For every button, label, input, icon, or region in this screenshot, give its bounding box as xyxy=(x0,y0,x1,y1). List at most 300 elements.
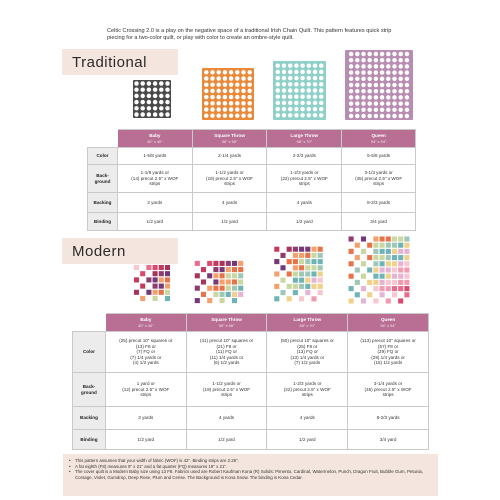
quilt-motif xyxy=(361,77,365,81)
quilt-block xyxy=(349,298,354,303)
quilt-block xyxy=(311,284,316,289)
quilt-motif xyxy=(380,52,384,56)
quilt-block xyxy=(165,277,170,282)
quilt-motif xyxy=(204,113,208,117)
quilt-motif xyxy=(216,101,220,105)
table-cell: 1/2 yard xyxy=(267,213,342,231)
quilt-motif xyxy=(313,63,317,67)
quilt-block xyxy=(146,290,151,295)
quilt-block xyxy=(293,247,298,252)
quilt-motif xyxy=(210,107,214,111)
quilt-motif xyxy=(210,95,214,99)
table-cell: 1/2 yard xyxy=(105,430,186,450)
quilt-motif xyxy=(210,89,214,93)
quilt-motif xyxy=(300,88,304,92)
quilt-motif xyxy=(367,77,371,81)
quilt-motif xyxy=(276,76,280,80)
quilt-motif xyxy=(223,101,227,105)
quilt-block xyxy=(392,274,397,279)
quilt-motif xyxy=(361,114,365,118)
quilt-motif xyxy=(282,82,286,86)
quilt-motif xyxy=(134,94,138,98)
quilt-block xyxy=(232,286,237,291)
quilt-block xyxy=(293,278,298,283)
table-cell: 2-2/3 yards xyxy=(267,148,342,165)
table-cell: 3 yards xyxy=(117,193,192,213)
quilt-motif xyxy=(355,95,359,99)
quilt-motif xyxy=(276,82,280,86)
quilt-motif xyxy=(355,52,359,56)
quilt-motif xyxy=(380,89,384,93)
table-cell: (113) precut 10" squares or (57) F8 or (29) FQ or (29) 1/4 yards or (15) 1/2 yards xyxy=(348,332,429,373)
quilt-motif xyxy=(392,108,396,112)
quilt-motif xyxy=(288,70,292,74)
table-cell: (41) precut 10" squares or (21) F8 or (11) FQ or (11) 1/4 yards or (6) 1/2 yards xyxy=(186,332,267,373)
quilt-block xyxy=(280,265,285,270)
quilt-motif xyxy=(159,100,163,104)
quilt-block xyxy=(238,279,243,284)
quilt-motif xyxy=(147,106,151,110)
quilt-motif xyxy=(247,95,251,99)
quilt-motif xyxy=(223,82,227,86)
quilt-motif xyxy=(374,89,378,93)
quilt-motif xyxy=(367,101,371,105)
quilt-motif xyxy=(398,52,402,56)
quilt-motif xyxy=(229,76,233,80)
quilt-modern-queen xyxy=(345,235,413,305)
quilt-motif xyxy=(241,107,245,111)
quilt-motif xyxy=(140,106,144,110)
quilt-block xyxy=(220,298,225,303)
quilt-motif xyxy=(398,108,402,112)
quilt-block xyxy=(349,261,354,266)
quilt-motif xyxy=(223,95,227,99)
quilt-motif xyxy=(147,87,151,91)
quilt-motif xyxy=(300,76,304,80)
quilt-motif xyxy=(319,113,323,117)
quilt-motif xyxy=(355,114,359,118)
quilt-motif xyxy=(313,76,317,80)
quilt-motif xyxy=(361,52,365,56)
quilt-motif xyxy=(392,77,396,81)
quilt-block xyxy=(220,292,225,297)
quilt-motif xyxy=(247,107,251,111)
quilt-motif xyxy=(210,76,214,80)
quilt-block xyxy=(386,267,391,272)
table-cell: 1-5/8 yards xyxy=(117,148,192,165)
row-label: Back- ground xyxy=(73,373,106,407)
quilt-motif xyxy=(216,76,220,80)
quilt-block xyxy=(274,259,279,264)
quilt-motif xyxy=(367,52,371,56)
quilt-motif xyxy=(247,70,251,74)
quilt-block xyxy=(380,236,385,241)
quilt-block xyxy=(373,255,378,260)
quilt-motif xyxy=(153,81,157,85)
quilt-motif xyxy=(367,95,371,99)
quilt-motif xyxy=(361,64,365,68)
quilt-block xyxy=(386,280,391,285)
quilt-motif xyxy=(140,112,144,116)
quilt-motif xyxy=(294,63,298,67)
quilt-block xyxy=(293,253,298,258)
quilt-motif xyxy=(319,101,323,105)
quilt-motif xyxy=(276,63,280,67)
table-row-color xyxy=(88,148,416,165)
quilt-block xyxy=(361,249,366,254)
quilt-block xyxy=(392,243,397,248)
table-cell: 4 yards xyxy=(267,407,348,430)
quilt-motif xyxy=(374,108,378,112)
quilt-block xyxy=(293,265,298,270)
quilt-motif xyxy=(235,101,239,105)
quilt-block xyxy=(153,290,158,295)
quilt-motif xyxy=(355,83,359,87)
table-cell: 1-1/8 yards or (14) precut 2.5" x WOF strips xyxy=(117,165,192,193)
quilt-block xyxy=(318,259,323,264)
quilt-block xyxy=(238,273,243,278)
row-label: Color xyxy=(88,148,118,165)
quilt-block xyxy=(398,261,403,266)
quilt-motif xyxy=(319,76,323,80)
quilt-motif xyxy=(241,76,245,80)
quilt-motif xyxy=(147,94,151,98)
quilt-motif xyxy=(374,114,378,118)
quilt-block xyxy=(311,278,316,283)
quilt-motif xyxy=(405,77,409,81)
quilt-motif xyxy=(165,100,169,104)
quilt-motif xyxy=(153,106,157,110)
quilt-motif xyxy=(235,113,239,117)
quilt-block xyxy=(305,290,310,295)
quilt-motif xyxy=(294,107,298,111)
traditional-title: Traditional xyxy=(72,53,147,71)
quilt-motif xyxy=(229,95,233,99)
quilt-block xyxy=(159,284,164,289)
quilt-block xyxy=(367,280,372,285)
quilt-motif xyxy=(235,95,239,99)
quilt-motif xyxy=(374,70,378,74)
quilt-motif xyxy=(307,63,311,67)
quilt-block xyxy=(201,279,206,284)
quilt-motif xyxy=(313,82,317,86)
quilt-motif xyxy=(216,107,220,111)
table-cell: 1-2/3 yards or (22) precut 2.5" x WOF strips xyxy=(267,373,348,407)
quilt-motif xyxy=(288,63,292,67)
quilt-block xyxy=(195,273,200,278)
quilt-motif xyxy=(223,76,227,80)
quilt-motif xyxy=(386,108,390,112)
quilt-motif xyxy=(247,82,251,86)
quilt-motif xyxy=(349,70,353,74)
quilt-motif xyxy=(282,113,286,117)
quilt-block xyxy=(305,278,310,283)
quilt-motif xyxy=(313,107,317,111)
quilt-block xyxy=(226,286,231,291)
quilt-block xyxy=(274,247,279,252)
quilt-motif xyxy=(361,95,365,99)
quilt-motif xyxy=(210,101,214,105)
quilt-block xyxy=(238,267,243,272)
quilt-block xyxy=(134,265,139,270)
quilt-block xyxy=(404,236,409,241)
quilt-motif xyxy=(294,94,298,98)
quilt-block xyxy=(398,298,403,303)
quilt-motif xyxy=(386,64,390,68)
quilt-block xyxy=(373,261,378,266)
quilt-motif xyxy=(223,113,227,117)
quilt-block xyxy=(146,265,151,270)
note-item: • The cover quilt is a Modern Baby size using 13 F8. Fabrics used are Robert Kaufman Kona (R) Solids: Pimento, Cardinal, Watermelon, Punch, Dragon Fruit, Bubble Gum, Petunia, Corsage, Violet, Gumdrop, Deep Rose, Plum and Cerise. The Background is Kona Snow. The binding is Kona Cedar. xyxy=(69,469,432,480)
quilt-block xyxy=(380,286,385,291)
quilt-motif xyxy=(134,81,138,85)
quilt-block xyxy=(392,255,397,260)
quilt-motif xyxy=(398,101,402,105)
quilt-block xyxy=(140,296,145,301)
quilt-block xyxy=(238,261,243,266)
quilt-motif xyxy=(313,101,317,105)
quilt-motif xyxy=(386,70,390,74)
quilt-motif xyxy=(247,101,251,105)
quilt-motif xyxy=(134,112,138,116)
quilt-block xyxy=(201,292,206,297)
quilt-motif xyxy=(349,108,353,112)
quilt-motif xyxy=(229,70,233,74)
quilt-motif xyxy=(165,94,169,98)
quilt-motif xyxy=(165,87,169,91)
quilt-block xyxy=(134,277,139,282)
quilt-motif xyxy=(204,89,208,93)
quilt-block xyxy=(404,267,409,272)
quilt-motif xyxy=(241,82,245,86)
quilt-motif xyxy=(392,101,396,105)
quilt-block xyxy=(404,280,409,285)
quilt-block xyxy=(299,265,304,270)
quilt-motif xyxy=(374,77,378,81)
row-label: Color xyxy=(73,332,106,373)
quilt-block xyxy=(398,280,403,285)
quilt-block xyxy=(380,261,385,266)
quilt-motif xyxy=(374,58,378,62)
quilt-motif xyxy=(165,106,169,110)
quilt-block xyxy=(274,296,279,301)
quilt-motif xyxy=(288,82,292,86)
quilt-block xyxy=(299,247,304,252)
quilt-motif xyxy=(288,94,292,98)
quilt-motif xyxy=(361,89,365,93)
quilt-block xyxy=(404,286,409,291)
quilt-block xyxy=(404,274,409,279)
quilt-block xyxy=(207,261,212,266)
quilt-motif xyxy=(223,70,227,74)
quilt-block xyxy=(373,236,378,241)
quilt-block xyxy=(146,277,151,282)
quilt-block xyxy=(232,273,237,278)
quilt-motif xyxy=(392,58,396,62)
quilt-motif xyxy=(380,64,384,68)
quilt-block xyxy=(318,271,323,276)
table-cell: 1-2/3 yards or (22) precut 2.5" x WOF strips xyxy=(267,165,342,193)
quilt-motif xyxy=(374,95,378,99)
quilt-block xyxy=(207,286,212,291)
quilt-motif xyxy=(367,108,371,112)
quilt-block xyxy=(318,247,323,252)
quilt-block xyxy=(159,277,164,282)
table-cell: 3 yards xyxy=(105,407,186,430)
quilt-motif xyxy=(313,70,317,74)
quilt-motif xyxy=(392,95,396,99)
quilt-motif xyxy=(159,94,163,98)
note-item: • A fat eighth (F8) measures 9" x 21" and a fat quarter (FQ) measures 18" x 21". xyxy=(69,464,432,470)
quilt-block xyxy=(299,296,304,301)
table-cell: 3/4 yard xyxy=(342,213,416,231)
quilt-motif xyxy=(398,58,402,62)
quilt-motif xyxy=(405,64,409,68)
quilt-block xyxy=(165,265,170,270)
quilt-motif xyxy=(386,77,390,81)
quilt-motif xyxy=(294,70,298,74)
quilt-motif xyxy=(361,83,365,87)
quilt-motif xyxy=(386,58,390,62)
row-label: Back- ground xyxy=(88,165,118,193)
quilt-motif xyxy=(235,82,239,86)
quilt-block xyxy=(361,274,366,279)
quilt-motif xyxy=(288,107,292,111)
quilt-motif xyxy=(374,101,378,105)
quilt-motif xyxy=(229,89,233,93)
quilt-motif xyxy=(398,70,402,74)
quilt-block xyxy=(232,261,237,266)
quilt-motif xyxy=(307,113,311,117)
quilt-block xyxy=(355,267,360,272)
quilt-block xyxy=(386,286,391,291)
table-row-background xyxy=(88,165,416,193)
quilt-motif xyxy=(405,70,409,74)
quilt-motif xyxy=(147,81,151,85)
quilt-block xyxy=(213,286,218,291)
column-header-baby: Baby 40" x 40" xyxy=(117,130,192,148)
quilt-block xyxy=(392,261,397,266)
quilt-motif xyxy=(355,64,359,68)
quilt-block xyxy=(386,236,391,241)
quilt-motif xyxy=(216,70,220,74)
quilt-block xyxy=(287,259,292,264)
traditional-yardage-table xyxy=(87,129,416,231)
quilt-motif xyxy=(153,100,157,104)
quilt-motif xyxy=(398,64,402,68)
quilt-block xyxy=(232,267,237,272)
table-cell: 3-1/4 yards or (45) precut 2.5" x WOF strips xyxy=(348,373,429,407)
table-cell: 1/2 yard xyxy=(186,430,267,450)
quilt-block xyxy=(293,290,298,295)
quilt-motif xyxy=(380,83,384,87)
quilt-motif xyxy=(349,89,353,93)
quilt-motif xyxy=(216,89,220,93)
quilt-block xyxy=(392,286,397,291)
quilt-motif xyxy=(319,88,323,92)
column-header-queen: Queen 94" x 94" xyxy=(348,314,429,332)
quilt-block xyxy=(355,280,360,285)
notes-box xyxy=(63,454,438,496)
quilt-block xyxy=(159,271,164,276)
quilt-block xyxy=(392,292,397,297)
quilt-motif xyxy=(288,101,292,105)
quilt-block xyxy=(311,253,316,258)
quilt-block xyxy=(349,236,354,241)
quilt-motif xyxy=(398,77,402,81)
quilt-block xyxy=(349,286,354,291)
quilt-motif xyxy=(307,88,311,92)
quilt-motif xyxy=(380,95,384,99)
quilt-block xyxy=(392,249,397,254)
quilt-motif xyxy=(355,58,359,62)
row-label: Binding xyxy=(88,213,118,231)
quilt-motif xyxy=(229,101,233,105)
quilt-block xyxy=(373,298,378,303)
quilt-block xyxy=(386,298,391,303)
quilt-block xyxy=(386,243,391,248)
quilt-block xyxy=(373,286,378,291)
column-header-square-throw: Square Throw 58" x 58" xyxy=(186,314,267,332)
quilt-motif xyxy=(319,94,323,98)
quilt-block xyxy=(207,273,212,278)
quilt-block xyxy=(140,271,145,276)
quilt-motif xyxy=(140,94,144,98)
quilt-motif xyxy=(229,113,233,117)
quilt-motif xyxy=(392,52,396,56)
row-label: Binding xyxy=(73,430,106,450)
quilt-block xyxy=(361,298,366,303)
quilt-block xyxy=(299,253,304,258)
quilt-block xyxy=(311,247,316,252)
quilt-motif xyxy=(313,113,317,117)
intro-paragraph: Celtic Crossing 2.0 is a play on the negative space of a traditional Irish Chain Quilt. This pattern features quick strip piecing for a two-color quilt, or play with color to create an ombre-style quilt. xyxy=(107,28,392,42)
quilt-block xyxy=(311,259,316,264)
quilt-motif xyxy=(392,114,396,118)
quilt-motif xyxy=(398,83,402,87)
row-label: Backing xyxy=(73,407,106,430)
quilt-block xyxy=(305,284,310,289)
quilt-motif xyxy=(204,107,208,111)
quilt-block xyxy=(361,286,366,291)
quilt-block xyxy=(392,267,397,272)
quilt-block xyxy=(287,271,292,276)
quilt-motif xyxy=(380,108,384,112)
quilt-motif xyxy=(374,64,378,68)
quilt-motif xyxy=(282,94,286,98)
modern-banner xyxy=(62,238,178,264)
quilt-motif xyxy=(349,83,353,87)
quilt-block xyxy=(274,284,279,289)
quilt-block xyxy=(355,255,360,260)
quilt-motif xyxy=(367,70,371,74)
quilt-block xyxy=(287,247,292,252)
quilt-motif xyxy=(276,94,280,98)
quilt-motif xyxy=(159,87,163,91)
quilt-block xyxy=(220,261,225,266)
note-item: • This pattern assumes that your width of fabric (WOF) is 42". Binding strips are 2.25". xyxy=(69,458,432,464)
quilt-block xyxy=(404,249,409,254)
quilt-motif xyxy=(282,107,286,111)
quilt-block xyxy=(293,284,298,289)
quilt-block xyxy=(299,278,304,283)
quilt-motif xyxy=(349,58,353,62)
quilt-motif xyxy=(247,113,251,117)
quilt-motif xyxy=(392,83,396,87)
quilt-motif xyxy=(405,52,409,56)
table-cell: 1/2 yard xyxy=(267,430,348,450)
quilt-block xyxy=(386,249,391,254)
